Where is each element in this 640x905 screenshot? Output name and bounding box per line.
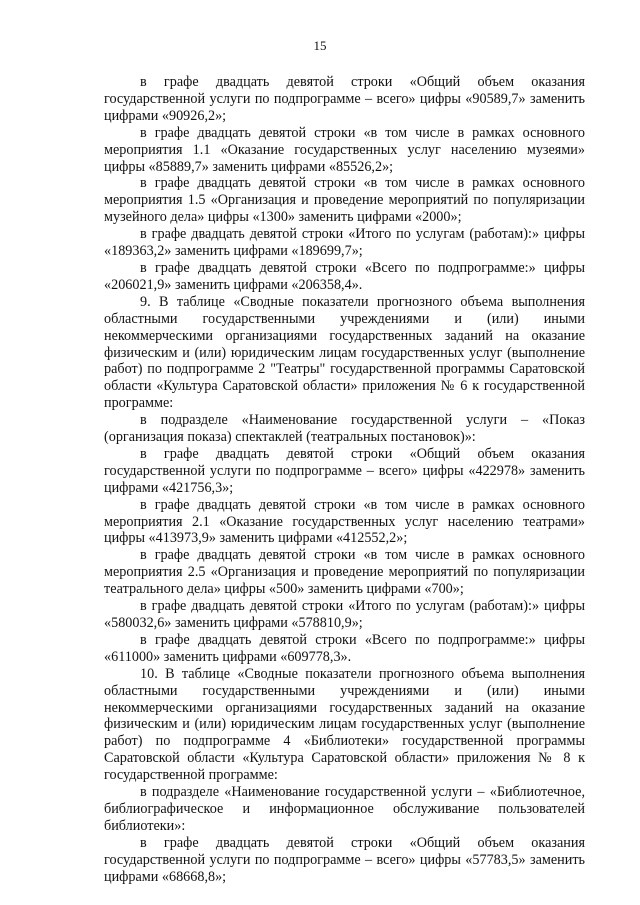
paragraph: в графе двадцать девятой строки «Итого по услугам (работам):» цифры «189363,2» заменить цифрами «189699,7»; (104, 226, 585, 260)
paragraph: 9. В таблице «Сводные показатели прогнозного объема выполнения областными государственными учреждениями и (или) иными некоммерческими организациями государственных заданий на оказание физическим и (или) юридическим лицам государственных услуг (выполнение работ) по подпрограмме 2 "Театры" государственной программы Саратовской области «Культура Саратовской области» приложения № 6 к государственной программе: (104, 293, 585, 412)
paragraph: в графе двадцать девятой строки «Общий объем оказания государственной услуги по подпрограмме – всего» цифры «57783,5» заменить цифрами «68668,8»; (104, 834, 585, 885)
paragraph: в графе двадцать девятой строки «в том числе в рамках основного мероприятия 1.1 «Оказание государственных услуг населению музеями» цифры «85889,7» заменить цифрами «85526,2»; (104, 124, 585, 175)
document-body (104, 74, 585, 886)
paragraph: в графе двадцать девятой строки «Итого по услугам (работам):» цифры «580032,6» заменить цифрами «578810,9»; (104, 598, 585, 631)
paragraph: в графе двадцать девятой строки «в том числе в рамках основного мероприятия 2.1 «Оказание государственных услуг населению театрами» цифры «413973,9» заменить цифрами «412552,2»; (104, 496, 585, 547)
paragraph: в графе двадцать девятой строки «в том числе в рамках основного мероприятия 2.5 «Организация и проведение мероприятий по популяризации театрального дела» цифры «500» заменить цифрами «700»; (104, 547, 585, 598)
paragraph: в подразделе «Наименование государственной услуги – «Показ (организация показа) спектаклей (театральных постановок)»: (104, 412, 585, 446)
scan-dot (50, 885, 53, 888)
paragraph: в графе двадцать девятой строки «Всего по подпрограмме:» цифры «611000» заменить цифрами «609778,3». (104, 631, 585, 665)
paragraph: 10. В таблице «Сводные показатели прогнозного объема выполнения областными государственными учреждениями и (или) иными некоммерческими организациями государственных заданий на оказание физическим и (или) юридическим лицам государственных услуг (выполнение работ) по подпрограмме 4 «Библиотеки» государственной программы Саратовской области «Культура Саратовской области» приложения № 8 к государственной программе: (104, 665, 585, 784)
paragraph: в графе двадцать девятой строки «в том числе в рамках основного мероприятия 1.5 «Организация и проведение мероприятий по популяризации музейного дела» цифры «1300» заменить цифрами «2000»; (104, 175, 585, 226)
page-number: 15 (313, 38, 327, 53)
paragraph: в подразделе «Наименование государственной услуги – «Библиотечное, библиографическое и информационное обслуживание пользователей библиотеки»: (104, 784, 585, 834)
paragraph: в графе двадцать девятой строки «Всего по подпрограмме:» цифры «206021,9» заменить цифрами «206358,4». (104, 259, 585, 293)
paragraph: в графе двадцать девятой строки «Общий объем оказания государственной услуги по подпрограмме – всего» цифры «90589,7» заменить цифрами «90926,2»; (104, 74, 585, 124)
paragraph: в графе двадцать девятой строки «Общий объем оказания государственной услуги по подпрограмме – всего» цифры «422978» заменить цифрами «421756,3»; (104, 445, 585, 496)
